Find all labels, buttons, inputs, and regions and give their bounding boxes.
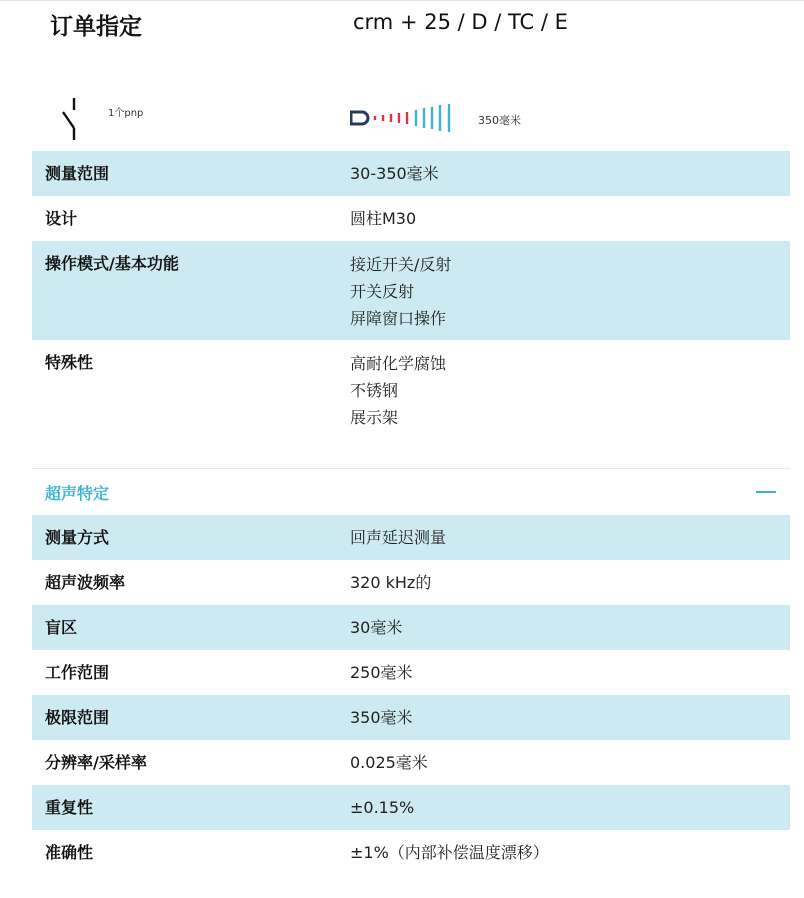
spec-row [32, 196, 790, 241]
section-title[interactable]: 超声特定 [45, 484, 110, 503]
spec-key: 准确性 [45, 843, 94, 862]
spec-row [32, 241, 790, 340]
general-spec-table [32, 151, 790, 440]
spec-value-line: 30-350毫米 [350, 164, 439, 183]
spec-value-line: 圆柱M30 [350, 209, 417, 228]
sensing-range-label: 350毫米 [478, 114, 521, 127]
spec-key: 超声波频率 [45, 573, 126, 592]
spec-value [350, 750, 790, 775]
spec-value-line: 高耐化学腐蚀 [350, 354, 447, 373]
spec-value-line: 展示架 [350, 408, 399, 427]
spec-value-line: 接近开关/反射 [350, 255, 452, 274]
spec-value-line: 屏障窗口操作 [350, 309, 447, 328]
order-designation-label: 订单指定 [50, 14, 142, 40]
spec-row [32, 560, 790, 605]
spec-row [32, 695, 790, 740]
spec-row [32, 650, 790, 695]
collapse-minus-icon[interactable] [756, 491, 776, 493]
spec-value-line: ±0.15% [350, 798, 415, 817]
spec-value-line: ±1%（内部补偿温度漂移） [350, 843, 549, 862]
spec-key: 测量方式 [45, 528, 110, 547]
spec-row [32, 785, 790, 830]
order-code: crm + 25 / D / TC / E [353, 10, 568, 34]
spec-value-line: 0.025毫米 [350, 753, 428, 772]
spec-key: 分辨率/采样率 [45, 753, 147, 772]
spec-row [32, 515, 790, 560]
sonic-beam-icon [350, 104, 460, 132]
spec-value [350, 350, 790, 431]
spec-value-line: 不锈钢 [350, 381, 399, 400]
spec-value [350, 251, 790, 332]
spec-row [32, 151, 790, 196]
switch-contact-icon [58, 98, 78, 140]
spec-value-line: 开关反射 [350, 282, 415, 301]
spec-row [32, 830, 790, 875]
spec-row [32, 340, 790, 440]
spec-value-line: 回声延迟测量 [350, 528, 447, 547]
spec-key: 特殊性 [45, 353, 94, 372]
order-header [0, 0, 804, 60]
spec-value [350, 615, 790, 640]
spec-value [350, 705, 790, 730]
spec-row [32, 740, 790, 785]
spec-value [350, 840, 790, 865]
spec-key: 重复性 [45, 798, 94, 817]
icon-row [0, 92, 804, 142]
spec-value [350, 570, 790, 595]
spec-value-line: 250毫米 [350, 663, 413, 682]
spec-value [350, 660, 790, 685]
spec-value [350, 206, 790, 231]
ultrasonic-spec-table [32, 515, 790, 875]
spec-value [350, 795, 790, 820]
spec-key: 工作范围 [45, 663, 110, 682]
output-type-label: 1个pnp [108, 108, 144, 119]
spec-key: 测量范围 [45, 164, 110, 183]
spec-value [350, 161, 790, 186]
ultrasonic-section-toggle[interactable] [32, 468, 790, 515]
spec-key: 操作模式/基本功能 [45, 254, 179, 273]
spec-value-line: 30毫米 [350, 618, 403, 637]
spec-value [350, 525, 790, 550]
spec-row [32, 605, 790, 650]
spec-key: 极限范围 [45, 708, 110, 727]
spec-key: 盲区 [45, 618, 78, 637]
spec-key: 设计 [45, 209, 78, 228]
spec-value-line: 320 kHz的 [350, 573, 432, 592]
spec-value-line: 350毫米 [350, 708, 413, 727]
